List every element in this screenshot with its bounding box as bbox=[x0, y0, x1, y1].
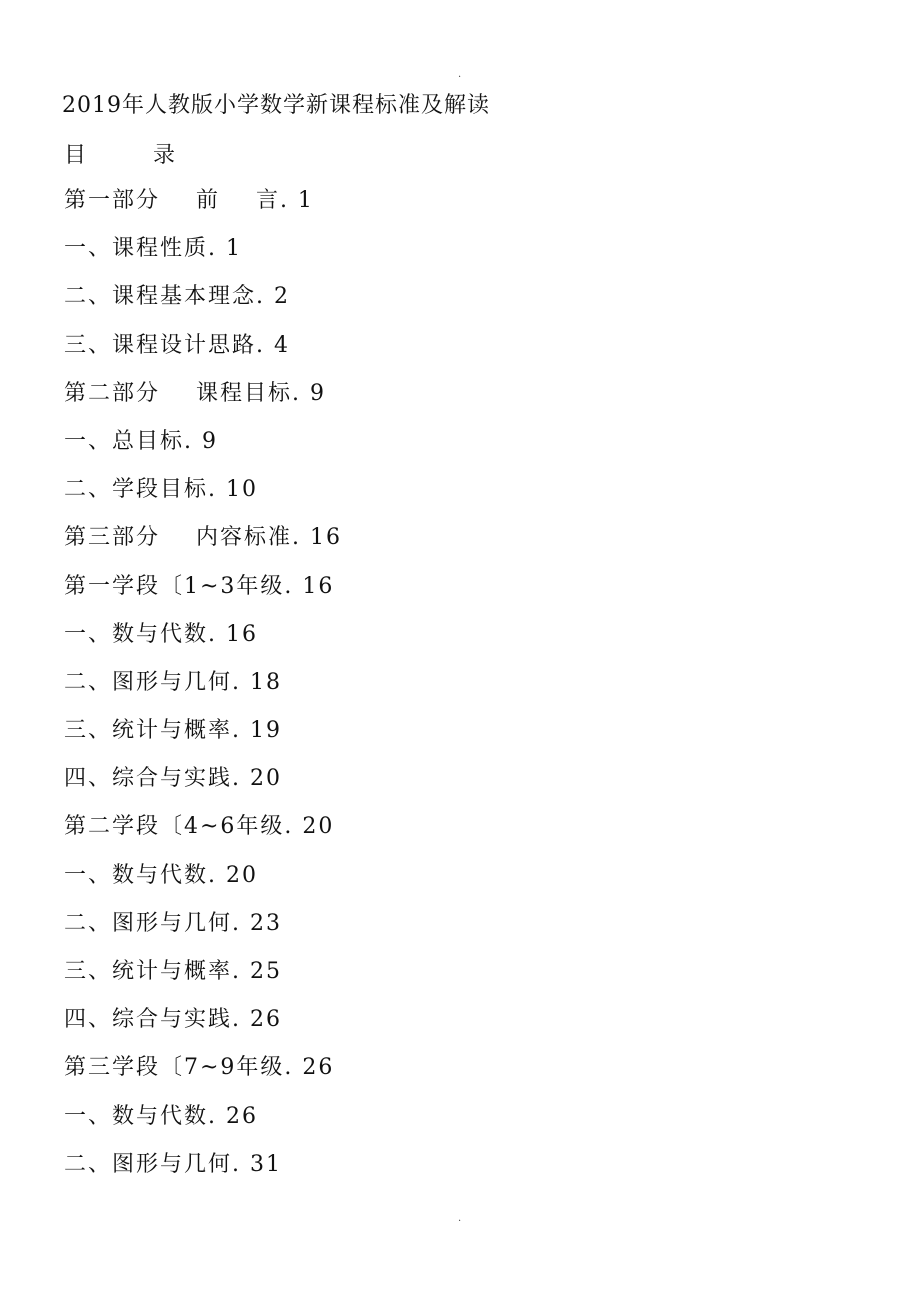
toc-item[interactable]: 二、学段目标. 10 bbox=[64, 477, 258, 503]
toc-item[interactable]: 一、总目标. 9 bbox=[64, 428, 218, 454]
toc-item[interactable]: 二、课程基本理念. 2 bbox=[64, 284, 290, 310]
toc-item[interactable]: 二、图形与几何. 31 bbox=[64, 1151, 282, 1177]
toc-item[interactable]: 第三部分 内容标准. 16 bbox=[64, 525, 342, 551]
toc-item[interactable]: 三、课程设计思路. 4 bbox=[64, 332, 290, 358]
toc-item[interactable]: 四、综合与实践. 26 bbox=[64, 1007, 282, 1033]
header-mark: . bbox=[458, 69, 462, 80]
toc-item[interactable]: 一、数与代数. 16 bbox=[64, 621, 258, 647]
toc-item[interactable]: 四、综合与实践. 20 bbox=[64, 766, 282, 792]
toc-item[interactable]: 第一学段〔1~3年级. 16 bbox=[64, 573, 335, 599]
toc-item[interactable]: 一、课程性质. 1 bbox=[64, 236, 242, 262]
toc-item[interactable]: 二、图形与几何. 18 bbox=[64, 669, 282, 695]
toc-item[interactable]: 三、统计与概率. 19 bbox=[64, 718, 282, 744]
toc-heading: 目 录 bbox=[64, 143, 205, 168]
footer-mark: . bbox=[458, 1213, 462, 1224]
document-title: 2019年人教版小学数学新课程标准及解读 bbox=[62, 93, 490, 118]
toc-item[interactable]: 第二部分 课程目标. 9 bbox=[64, 380, 326, 406]
toc-item[interactable]: 一、数与代数. 26 bbox=[64, 1103, 258, 1129]
toc-item[interactable]: 三、统计与概率. 25 bbox=[64, 959, 282, 984]
toc-item[interactable]: 第二学段〔4~6年级. 20 bbox=[64, 814, 335, 840]
toc-item[interactable]: 二、图形与几何. 23 bbox=[64, 910, 282, 936]
toc-item[interactable]: 第一部分 前 言. 1 bbox=[64, 188, 314, 213]
table-of-contents bbox=[64, 187, 342, 1199]
toc-item[interactable]: 第三学段〔7~9年级. 26 bbox=[64, 1055, 335, 1081]
toc-item[interactable]: 一、数与代数. 20 bbox=[64, 862, 258, 888]
